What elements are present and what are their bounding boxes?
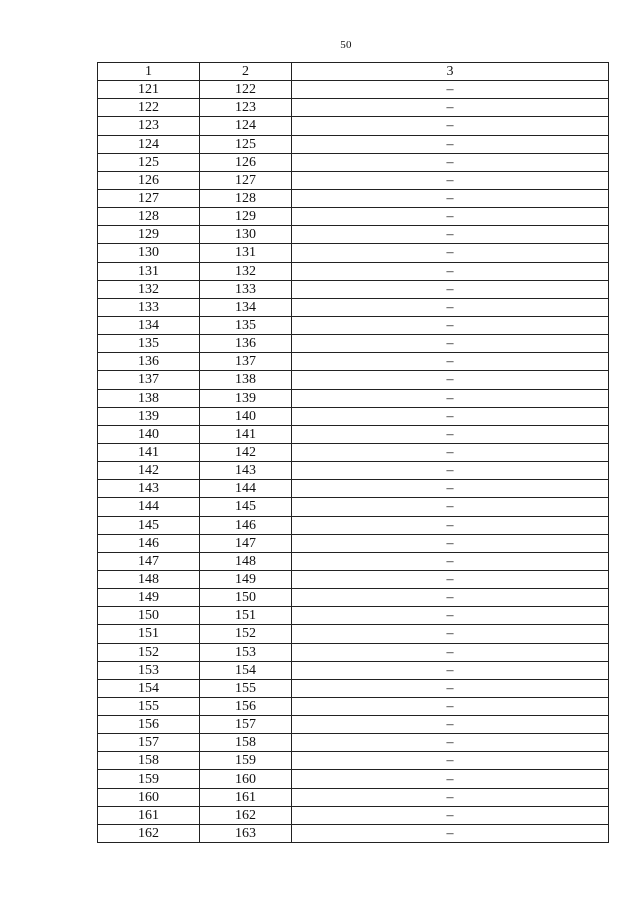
table-cell-col1: 127 [98, 189, 200, 207]
table-body [98, 81, 609, 843]
table-cell-col2: 138 [200, 371, 292, 389]
table-cell-col3: – [292, 570, 609, 588]
table-row [98, 770, 609, 788]
table-row [98, 716, 609, 734]
table-cell-col2: 163 [200, 824, 292, 842]
table-cell-col2: 147 [200, 534, 292, 552]
table-row [98, 244, 609, 262]
table-cell-col2: 160 [200, 770, 292, 788]
table-cell-col2: 152 [200, 625, 292, 643]
table-cell-col1: 144 [98, 498, 200, 516]
table-cell-col1: 133 [98, 298, 200, 316]
table-cell-col1: 157 [98, 734, 200, 752]
table-cell-col2: 130 [200, 226, 292, 244]
table-cell-col2: 149 [200, 570, 292, 588]
table-cell-col1: 148 [98, 570, 200, 588]
table-row [98, 679, 609, 697]
table-row [98, 407, 609, 425]
table-cell-col3: – [292, 824, 609, 842]
table-cell-col1: 121 [98, 81, 200, 99]
table-row [98, 99, 609, 117]
table-cell-col2: 137 [200, 353, 292, 371]
table-cell-col1: 142 [98, 462, 200, 480]
table-cell-col1: 137 [98, 371, 200, 389]
table-row [98, 335, 609, 353]
table-row [98, 316, 609, 334]
table-cell-col1: 135 [98, 335, 200, 353]
table-cell-col1: 146 [98, 534, 200, 552]
table-cell-col2: 143 [200, 462, 292, 480]
table-cell-col2: 131 [200, 244, 292, 262]
table-cell-col3: – [292, 607, 609, 625]
table-cell-col3: – [292, 752, 609, 770]
table-cell-col2: 148 [200, 552, 292, 570]
table-row [98, 643, 609, 661]
table-row [98, 625, 609, 643]
table-cell-col2: 155 [200, 679, 292, 697]
table-cell-col3: – [292, 697, 609, 715]
table-cell-col3: – [292, 552, 609, 570]
table-cell-col3: – [292, 462, 609, 480]
table-cell-col3: – [292, 661, 609, 679]
table-cell-col3: – [292, 389, 609, 407]
table-cell-col1: 155 [98, 697, 200, 715]
table-row [98, 534, 609, 552]
table-cell-col1: 125 [98, 153, 200, 171]
table-cell-col2: 150 [200, 589, 292, 607]
table-cell-col2: 153 [200, 643, 292, 661]
page-number: 50 [340, 39, 352, 51]
table-cell-col1: 126 [98, 171, 200, 189]
table-cell-col3: – [292, 371, 609, 389]
table-cell-col1: 151 [98, 625, 200, 643]
table-cell-col1: 124 [98, 135, 200, 153]
table-cell-col1: 136 [98, 353, 200, 371]
table-cell-col2: 140 [200, 407, 292, 425]
table-cell-col2: 128 [200, 189, 292, 207]
table-cell-col1: 147 [98, 552, 200, 570]
table-cell-col3: – [292, 516, 609, 534]
table-cell-col3: – [292, 135, 609, 153]
table-cell-col3: – [292, 117, 609, 135]
table-row [98, 570, 609, 588]
table-cell-col1: 161 [98, 806, 200, 824]
table-row [98, 806, 609, 824]
table-row [98, 697, 609, 715]
table-cell-col2: 124 [200, 117, 292, 135]
table-cell-col1: 123 [98, 117, 200, 135]
table-cell-col2: 133 [200, 280, 292, 298]
table-row [98, 153, 609, 171]
table-cell-col1: 138 [98, 389, 200, 407]
table-row [98, 498, 609, 516]
table-cell-col1: 122 [98, 99, 200, 117]
table-cell-col2: 156 [200, 697, 292, 715]
table-cell-col2: 134 [200, 298, 292, 316]
table-cell-col3: – [292, 770, 609, 788]
table-row [98, 262, 609, 280]
table-cell-col3: – [292, 226, 609, 244]
table-cell-col3: – [292, 425, 609, 443]
table-row [98, 171, 609, 189]
table-row [98, 516, 609, 534]
table-cell-col2: 127 [200, 171, 292, 189]
column-header-3: 3 [292, 63, 609, 81]
column-header-2: 2 [200, 63, 292, 81]
table-cell-col2: 142 [200, 443, 292, 461]
table-cell-col2: 132 [200, 262, 292, 280]
table-row [98, 353, 609, 371]
table-cell-col3: – [292, 534, 609, 552]
table-cell-col2: 129 [200, 208, 292, 226]
table-cell-col2: 158 [200, 734, 292, 752]
table-cell-col1: 158 [98, 752, 200, 770]
table-header-row [98, 63, 609, 81]
table-cell-col2: 151 [200, 607, 292, 625]
table-cell-col3: – [292, 643, 609, 661]
table-cell-col2: 125 [200, 135, 292, 153]
table-row [98, 788, 609, 806]
table-cell-col1: 130 [98, 244, 200, 262]
table-cell-col2: 126 [200, 153, 292, 171]
table-cell-col3: – [292, 589, 609, 607]
table-cell-col1: 131 [98, 262, 200, 280]
table-cell-col2: 139 [200, 389, 292, 407]
table-cell-col3: – [292, 335, 609, 353]
table-row [98, 226, 609, 244]
table-row [98, 552, 609, 570]
table-row [98, 824, 609, 842]
table-cell-col1: 152 [98, 643, 200, 661]
table-row [98, 734, 609, 752]
table-cell-col3: – [292, 99, 609, 117]
table-cell-col3: – [292, 280, 609, 298]
table-cell-col2: 144 [200, 480, 292, 498]
table-cell-col2: 159 [200, 752, 292, 770]
table-cell-col3: – [292, 353, 609, 371]
table-row [98, 135, 609, 153]
table-row [98, 371, 609, 389]
table-cell-col3: – [292, 153, 609, 171]
table-cell-col3: – [292, 189, 609, 207]
table-cell-col2: 146 [200, 516, 292, 534]
table-cell-col1: 141 [98, 443, 200, 461]
table-cell-col1: 149 [98, 589, 200, 607]
table-cell-col1: 132 [98, 280, 200, 298]
table-cell-col2: 145 [200, 498, 292, 516]
table-cell-col2: 136 [200, 335, 292, 353]
table-row [98, 208, 609, 226]
table-cell-col1: 139 [98, 407, 200, 425]
table-cell-col1: 153 [98, 661, 200, 679]
table-cell-col3: – [292, 625, 609, 643]
table-cell-col1: 128 [98, 208, 200, 226]
table-cell-col3: – [292, 679, 609, 697]
table-cell-col3: – [292, 262, 609, 280]
column-header-1: 1 [98, 63, 200, 81]
table-cell-col3: – [292, 407, 609, 425]
table-row [98, 389, 609, 407]
table-row [98, 280, 609, 298]
table-cell-col3: – [292, 716, 609, 734]
table-cell-col1: 159 [98, 770, 200, 788]
table-row [98, 752, 609, 770]
table-cell-col3: – [292, 788, 609, 806]
table-cell-col3: – [292, 316, 609, 334]
table-cell-col1: 162 [98, 824, 200, 842]
table-row [98, 425, 609, 443]
table-row [98, 443, 609, 461]
table-cell-col2: 162 [200, 806, 292, 824]
table-cell-col3: – [292, 208, 609, 226]
table-cell-col2: 123 [200, 99, 292, 117]
table-cell-col1: 134 [98, 316, 200, 334]
table-cell-col1: 143 [98, 480, 200, 498]
table-cell-col1: 140 [98, 425, 200, 443]
table-row [98, 480, 609, 498]
table-cell-col1: 154 [98, 679, 200, 697]
table-cell-col3: – [292, 498, 609, 516]
table-cell-col2: 141 [200, 425, 292, 443]
table-row [98, 298, 609, 316]
table-row [98, 462, 609, 480]
table-cell-col1: 156 [98, 716, 200, 734]
table-cell-col3: – [292, 806, 609, 824]
table-cell-col1: 129 [98, 226, 200, 244]
table-cell-col1: 145 [98, 516, 200, 534]
table-row [98, 607, 609, 625]
table-cell-col3: – [292, 480, 609, 498]
data-table [97, 62, 609, 843]
table-cell-col3: – [292, 81, 609, 99]
table-cell-col1: 160 [98, 788, 200, 806]
table-cell-col2: 135 [200, 316, 292, 334]
table-row [98, 189, 609, 207]
table-cell-col2: 157 [200, 716, 292, 734]
table-cell-col3: – [292, 171, 609, 189]
table-cell-col2: 161 [200, 788, 292, 806]
table-cell-col2: 122 [200, 81, 292, 99]
table-row [98, 117, 609, 135]
table-row [98, 81, 609, 99]
table-cell-col3: – [292, 443, 609, 461]
table-cell-col2: 154 [200, 661, 292, 679]
table-cell-col1: 150 [98, 607, 200, 625]
table-cell-col3: – [292, 734, 609, 752]
table-row [98, 661, 609, 679]
table-cell-col3: – [292, 244, 609, 262]
table-row [98, 589, 609, 607]
table-cell-col3: – [292, 298, 609, 316]
